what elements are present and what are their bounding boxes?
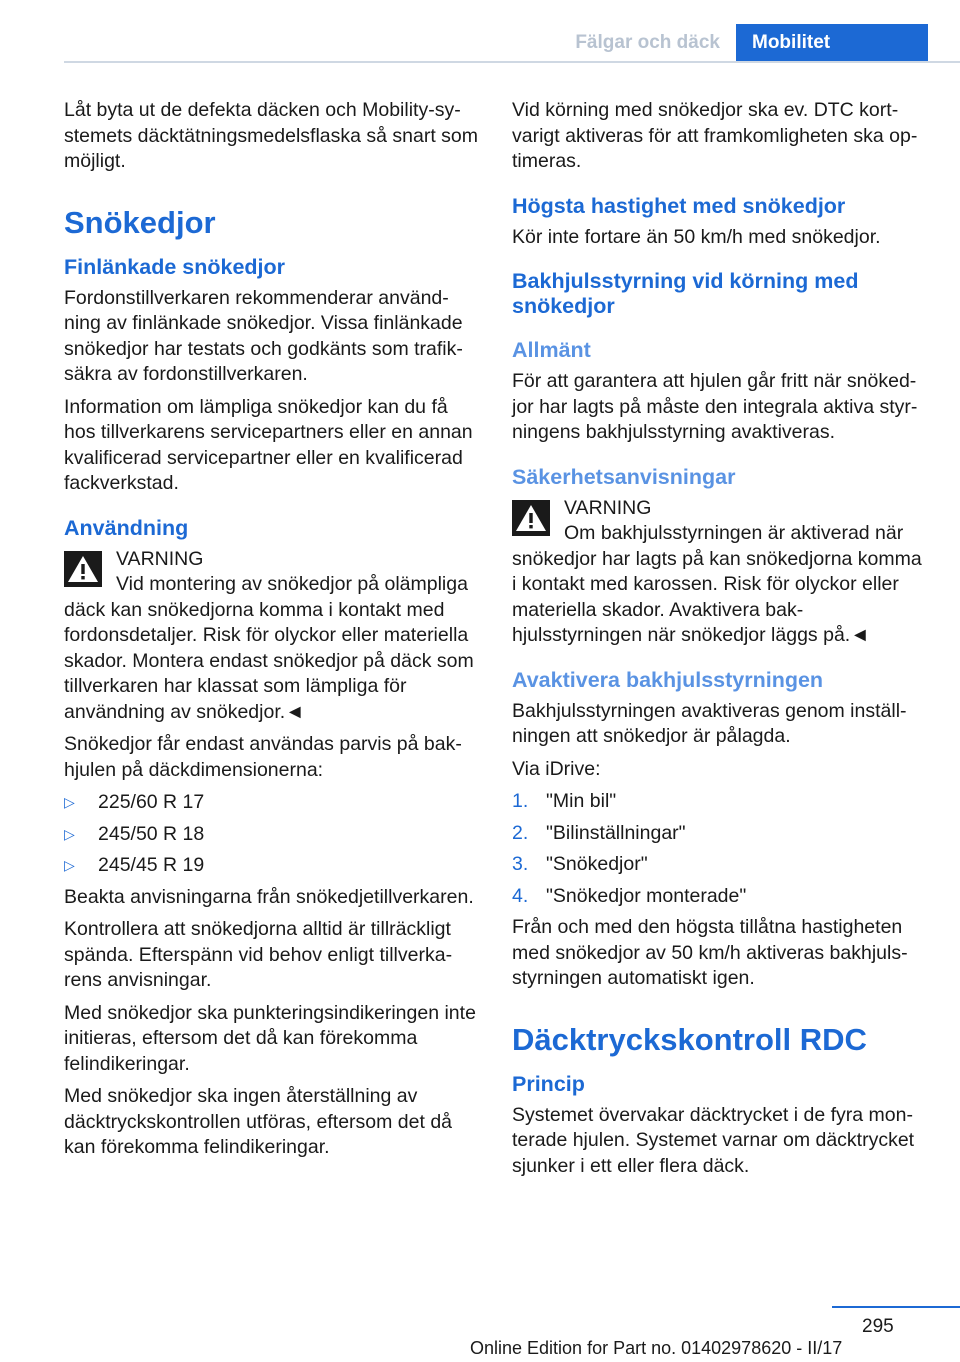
- tab-falgar-och-dack[interactable]: Fälgar och däck: [575, 32, 720, 53]
- heading-anvandning: Användning: [64, 515, 189, 540]
- warning-triangle-icon: [64, 551, 102, 587]
- warning-box-anvandning: [64, 547, 482, 726]
- step-number: 3.: [512, 853, 529, 875]
- intro-paragraph: Låt byta ut de defekta däcken och Mobility-sy-stemets däcktätningsmedelsflaska så snart som möjligt.: [64, 99, 479, 172]
- bullet-triangle-icon: ▷: [64, 857, 75, 873]
- warning-text: Om bakhjulsstyrningen är aktiverad när snökedjor har lagts på kan snökedjorna komma i kontakt med karossen. Risk för olyckor eller materiella skador. Avaktivera bak-hjulsstyrningen när snökedjor läggs på.◄: [512, 522, 922, 646]
- paragraph-allmant: För att garantera att hjulen går fritt när snöked-jor har lagts på måste den integrala aktiva styr-ningens bakhjulsstyrning avaktiveras.: [512, 370, 918, 443]
- list-item-text: 225/60 R 17: [98, 791, 205, 813]
- step-text: "Snökedjor": [546, 853, 648, 875]
- step-number: 1.: [512, 790, 529, 812]
- header-rule: [64, 61, 960, 63]
- heading-avaktivera: Avaktivera bakhjulsstyrningen: [512, 667, 824, 692]
- paragraph-anvisningar: Beakta anvisningarna från snökedjetillverkaren.: [64, 885, 474, 908]
- warning-triangle-icon: [512, 500, 550, 536]
- step-text: "Bilinställningar": [546, 821, 686, 844]
- heading-hogsta-hastighet: Högsta hastighet med snökedjor: [512, 193, 846, 218]
- list-item: [512, 852, 928, 878]
- edition-line: Online Edition for Part no. 01402978620 - II/17: [470, 1338, 843, 1358]
- warning-label: VARNING: [564, 496, 652, 519]
- left-column: [64, 98, 482, 1168]
- paragraph-dtc: Vid körning med snökedjor ska ev. DTC kort-varigt aktiveras för att framkomligheten ska op-timeras.: [512, 99, 918, 172]
- paragraph-via-idrive: Via iDrive:: [512, 757, 601, 780]
- right-column: [512, 98, 928, 1186]
- header-tabs: [552, 24, 928, 62]
- tire-dimension-list: [64, 790, 482, 879]
- paragraph-aktiveras-igen: Från och med den högsta tillåtna hastigheten med snökedjor av 50 km/h aktiveras bakhjuls-styrningen automatiskt igen.: [512, 916, 908, 989]
- list-item: [512, 884, 928, 910]
- idrive-steps-list: [512, 789, 928, 909]
- heading-allmant: Allmänt: [512, 338, 591, 362]
- paragraph-aterstallning: Med snökedjor ska ingen återställning av däcktryckskontrollen utföras, eftersom det då kan förekomma felindikeringar.: [64, 1085, 453, 1158]
- list-item: [512, 789, 928, 815]
- step-number: 2.: [512, 821, 529, 844]
- list-item: [64, 853, 482, 879]
- paragraph-rekommendation: Fordonstillverkaren rekommenderar använd-ning av finlänkade snökedjor. Vissa finlänkade snökedjor har testats och godkänts som trafik-säkra av fordonstillverkaren.: [64, 286, 463, 385]
- warning-text: Vid montering av snökedjor på olämpliga däck kan snökedjorna komma i kontakt med fordonsdetaljer. Risk för olyckor eller materiella skador. Montera endast snökedjor på däck som tillverkaren har klassat som lämpliga för användning av snökedjor.◄: [64, 573, 474, 723]
- paragraph-hastighet: Kör inte fortare än 50 km/h med snökedjor.: [512, 225, 881, 248]
- step-number: 4.: [512, 884, 529, 907]
- warning-box-bakhjul: [512, 496, 928, 649]
- step-text: "Min bil": [546, 790, 617, 812]
- heading-finlankade-snokedjor: Finlänkade snökedjor: [64, 254, 286, 279]
- warning-label: VARNING: [116, 547, 204, 570]
- heading-dacktryckskontroll: Däcktryckskontroll RDC: [512, 1021, 867, 1057]
- list-item-text: 245/50 R 18: [98, 822, 205, 845]
- tab-mobilitet[interactable]: Mobilitet: [736, 24, 928, 62]
- paragraph-avaktiveras: Bakhjulsstyrningen avaktiveras genom inställ-ningen att snökedjor är pålagda.: [512, 699, 907, 747]
- footer-rule: [832, 1306, 960, 1308]
- paragraph-punktering: Med snökedjor ska punkteringsindikeringen inte initieras, eftersom det då kan förekomma felindikeringar.: [64, 1001, 476, 1075]
- paragraph-princip: Systemet övervakar däcktrycket i de fyra mon-terade hjulen. Systemet varnar om däcktrycket sjunker i ett eller flera däck.: [512, 1103, 915, 1177]
- page-number: 295: [862, 1316, 894, 1337]
- list-item-text: 245/45 R 19: [98, 854, 205, 876]
- list-item: [512, 821, 928, 847]
- heading-princip: Princip: [512, 1071, 585, 1096]
- heading-snokedjor: Snökedjor: [64, 204, 216, 240]
- heading-sakerhetsanvisningar: Säkerhetsanvisningar: [512, 464, 736, 489]
- paragraph-kontrollera: Kontrollera att snökedjorna alltid är tillräckligt spända. Efterspänn vid behov enligt tillverka-rens anvisningar.: [64, 918, 453, 991]
- step-text: "Snökedjor monterade": [546, 884, 747, 907]
- bullet-triangle-icon: ▷: [64, 825, 75, 842]
- list-item: [64, 790, 482, 816]
- paragraph-information: Information om lämpliga snökedjor kan du få hos tillverkarens servicepartners eller en annan kvalificerad servicepartner eller en kvalificerad fackverkstad.: [64, 395, 473, 494]
- bullet-triangle-icon: ▷: [64, 794, 75, 810]
- list-item: [64, 822, 482, 848]
- heading-bakhjulsstyrning: Bakhjulsstyrning vid körning med snökedjor: [512, 269, 859, 318]
- paragraph-parvis: Snökedjor får endast användas parvis på bak-hjulen på däckdimensionerna:: [64, 733, 462, 781]
